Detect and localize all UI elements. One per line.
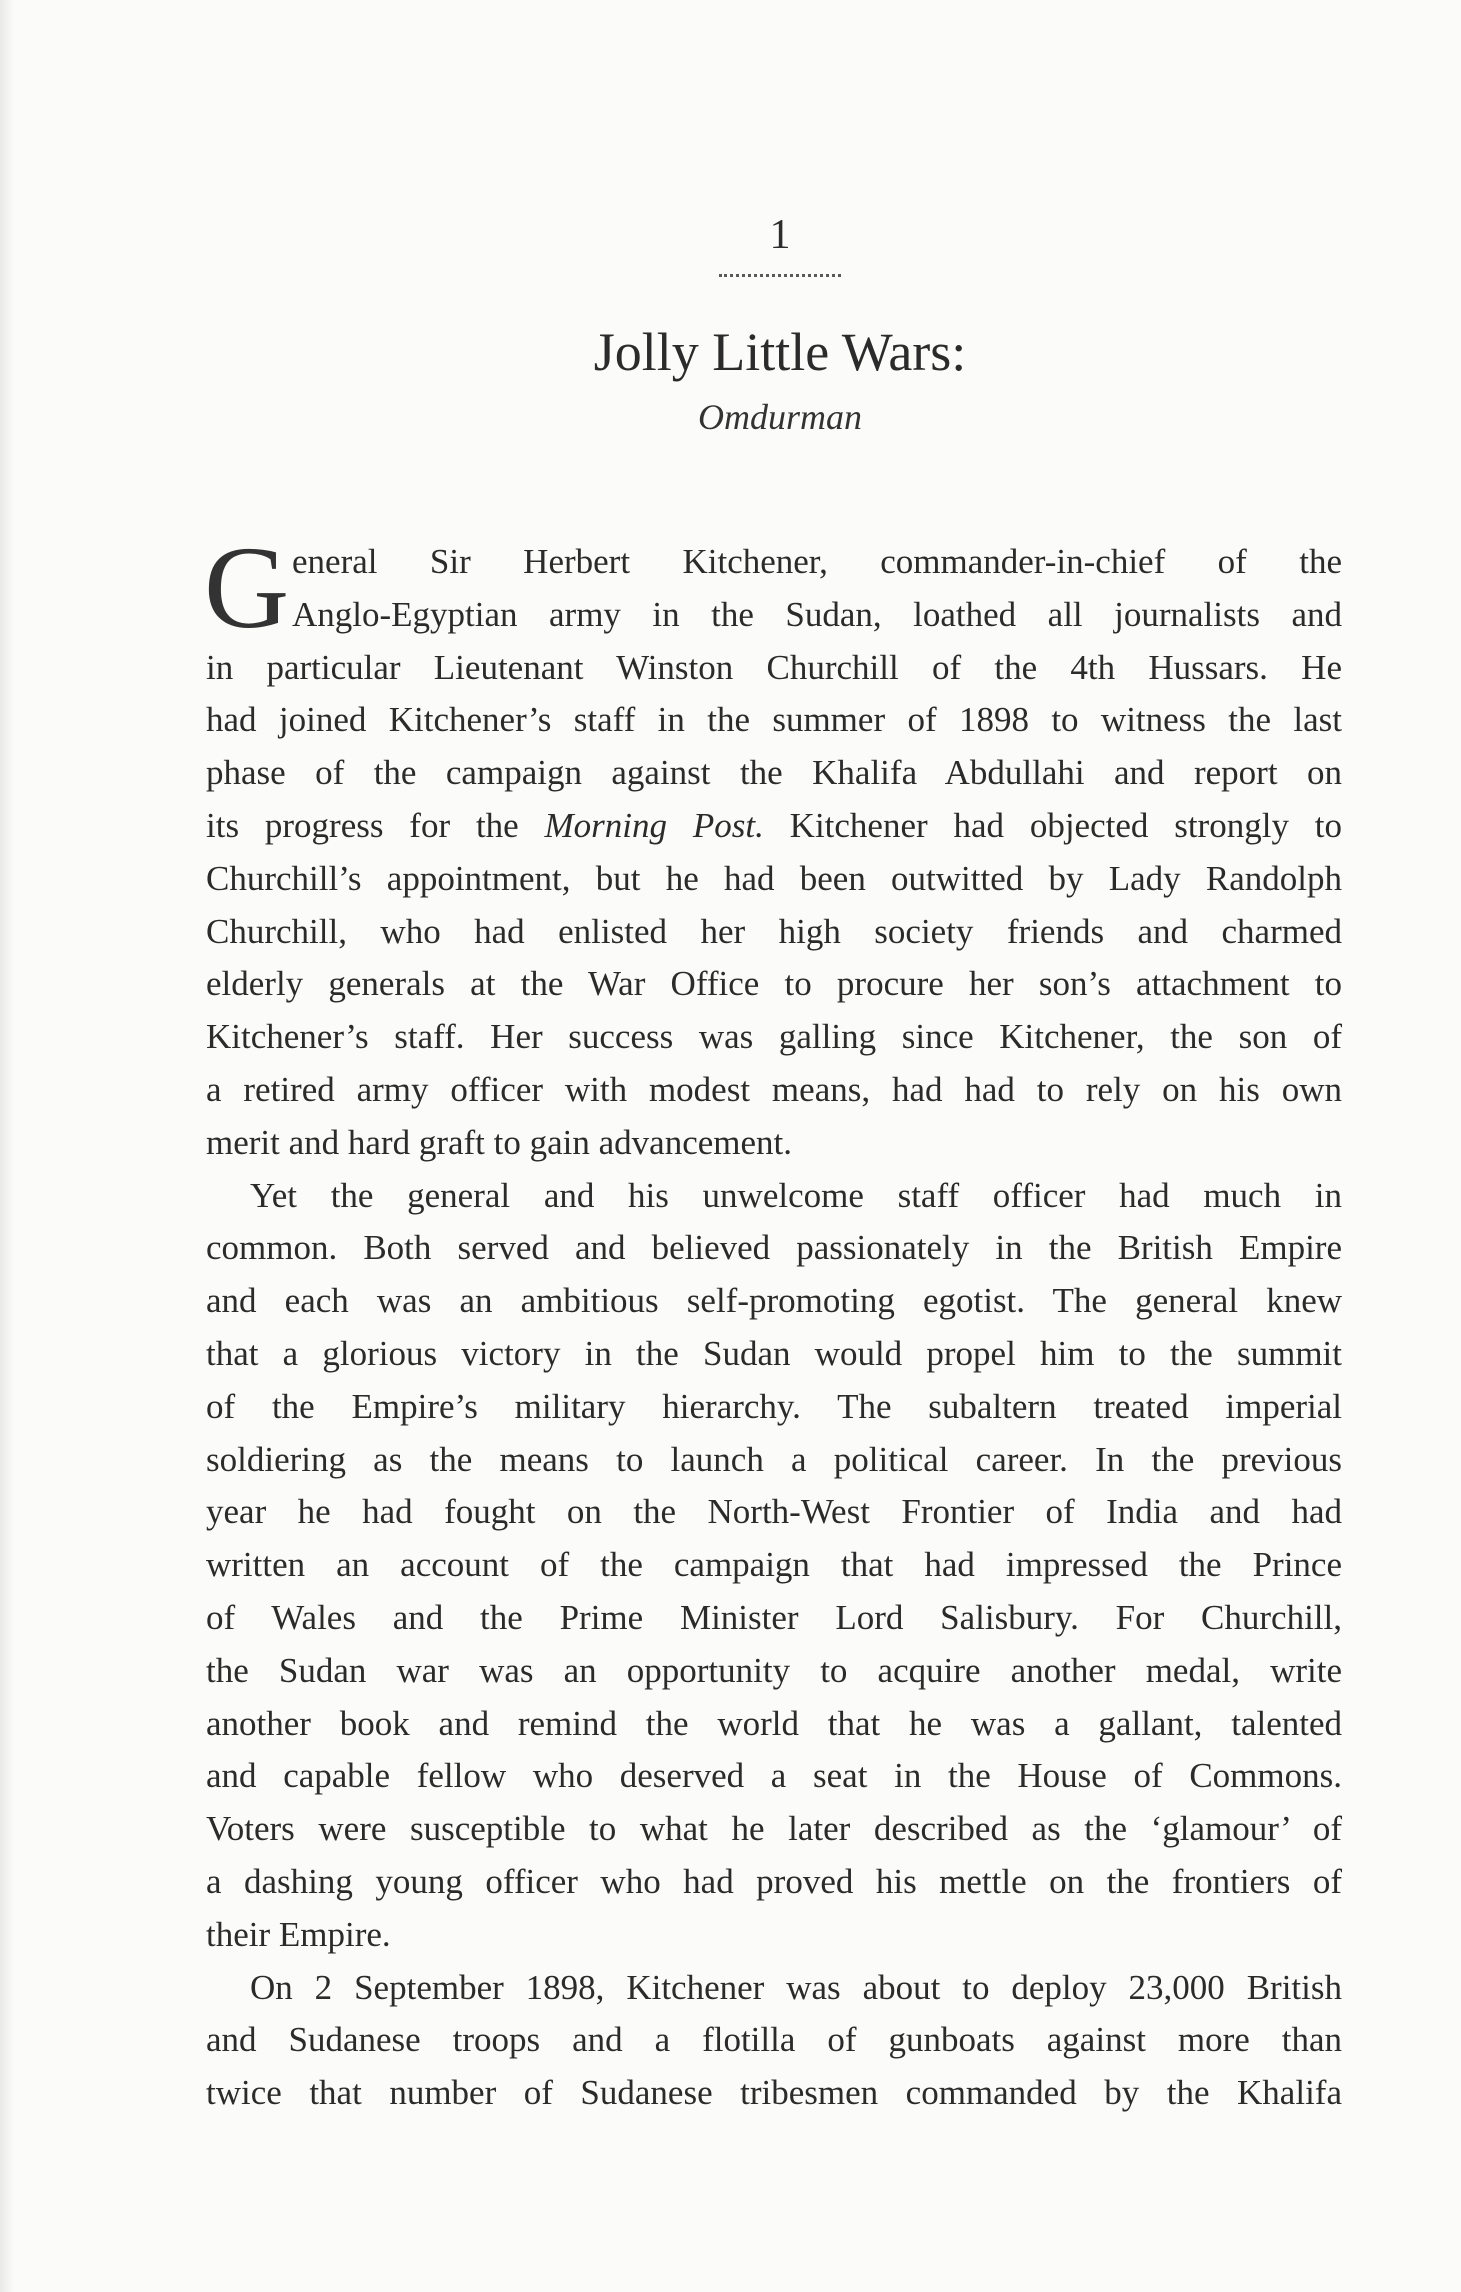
text-line: and each was an ambitious self-promoting egotist. The general knew [206,1281,1342,1321]
text-line: the Sudan war was an opportunity to acquire another medal, write [206,1650,1342,1690]
text-line: twice that number of Sudanese tribesmen commanded by the Khalifa [206,2073,1342,2113]
body-text [204,522,1342,2120]
text-line: year he had fought on the North-West Frontier of India and had [206,1492,1342,1532]
text-line: Kitchener’s staff. Her success was galling since Kitchener, the son of [206,1017,1342,1057]
text-line: eneral Sir Herbert Kitchener, commander-in-chief of the [292,542,1342,581]
text-line: Churchill, who had enlisted her high society friends and charmed [206,911,1342,951]
text-line: Anglo-Egyptian army in the Sudan, loathed all journalists and [292,594,1342,634]
text-line: soldiering as the means to launch a political career. In the previous [206,1439,1342,1479]
text-segment: Kitchener had objected strongly to [763,805,1342,845]
text-line: another book and remind the world that he was a gallant, talented [206,1703,1342,1743]
text-line: On 2 September 1898, Kitchener was about to deploy 23,000 British [250,1967,1342,2007]
text-line: merit and hard graft to gain advancement. [206,1122,793,1162]
text-line: phase of the campaign against the Khalifa Abdullahi and report on [206,753,1342,793]
text-line: had joined Kitchener’s staff in the summer of 1898 to witness the last [206,700,1342,740]
text-line: elderly generals at the War Office to procure her son’s attachment to [206,964,1342,1004]
text-line: of the Empire’s military hierarchy. The subaltern treated imperial [206,1386,1342,1426]
text-line: that a glorious victory in the Sudan would propel him to the summit [206,1333,1342,1373]
text-line: a dashing young officer who had proved his mettle on the frontiers of [206,1861,1342,1901]
chapter-divider [719,274,841,277]
text-line: Yet the general and his unwelcome staff officer had much in [250,1175,1342,1215]
text-line: written an account of the campaign that had impressed the Prince [206,1545,1342,1585]
text-line: and Sudanese troops and a flotilla of gunboats against more than [206,2020,1342,2060]
text-line: common. Both served and believed passionately in the British Empire [206,1228,1342,1268]
text-line [206,800,1342,853]
chapter-title: Jolly Little Wars: [593,322,967,382]
drop-cap: G [204,522,290,653]
text-line: a retired army officer with modest means, had had to rely on his own [206,1069,1342,1109]
text-line: in particular Lieutenant Winston Churchill of the 4th Hussars. He [206,647,1342,687]
text-line: Voters were susceptible to what he later described as the ‘glamour’ of [206,1809,1342,1849]
text-line: their Empire. [206,1914,391,1954]
chapter-number: 1 [769,212,791,258]
text-segment: its progress for the [206,805,545,845]
text-line: and capable fellow who deserved a seat in the House of Commons. [206,1756,1342,1796]
chapter-subtitle: Omdurman [697,397,862,437]
text-line: of Wales and the Prime Minister Lord Salisbury. For Churchill, [206,1597,1342,1637]
newspaper-title: Morning Post. [544,805,764,845]
text-line: Churchill’s appointment, but he had been outwitted by Lady Randolph [206,858,1342,898]
